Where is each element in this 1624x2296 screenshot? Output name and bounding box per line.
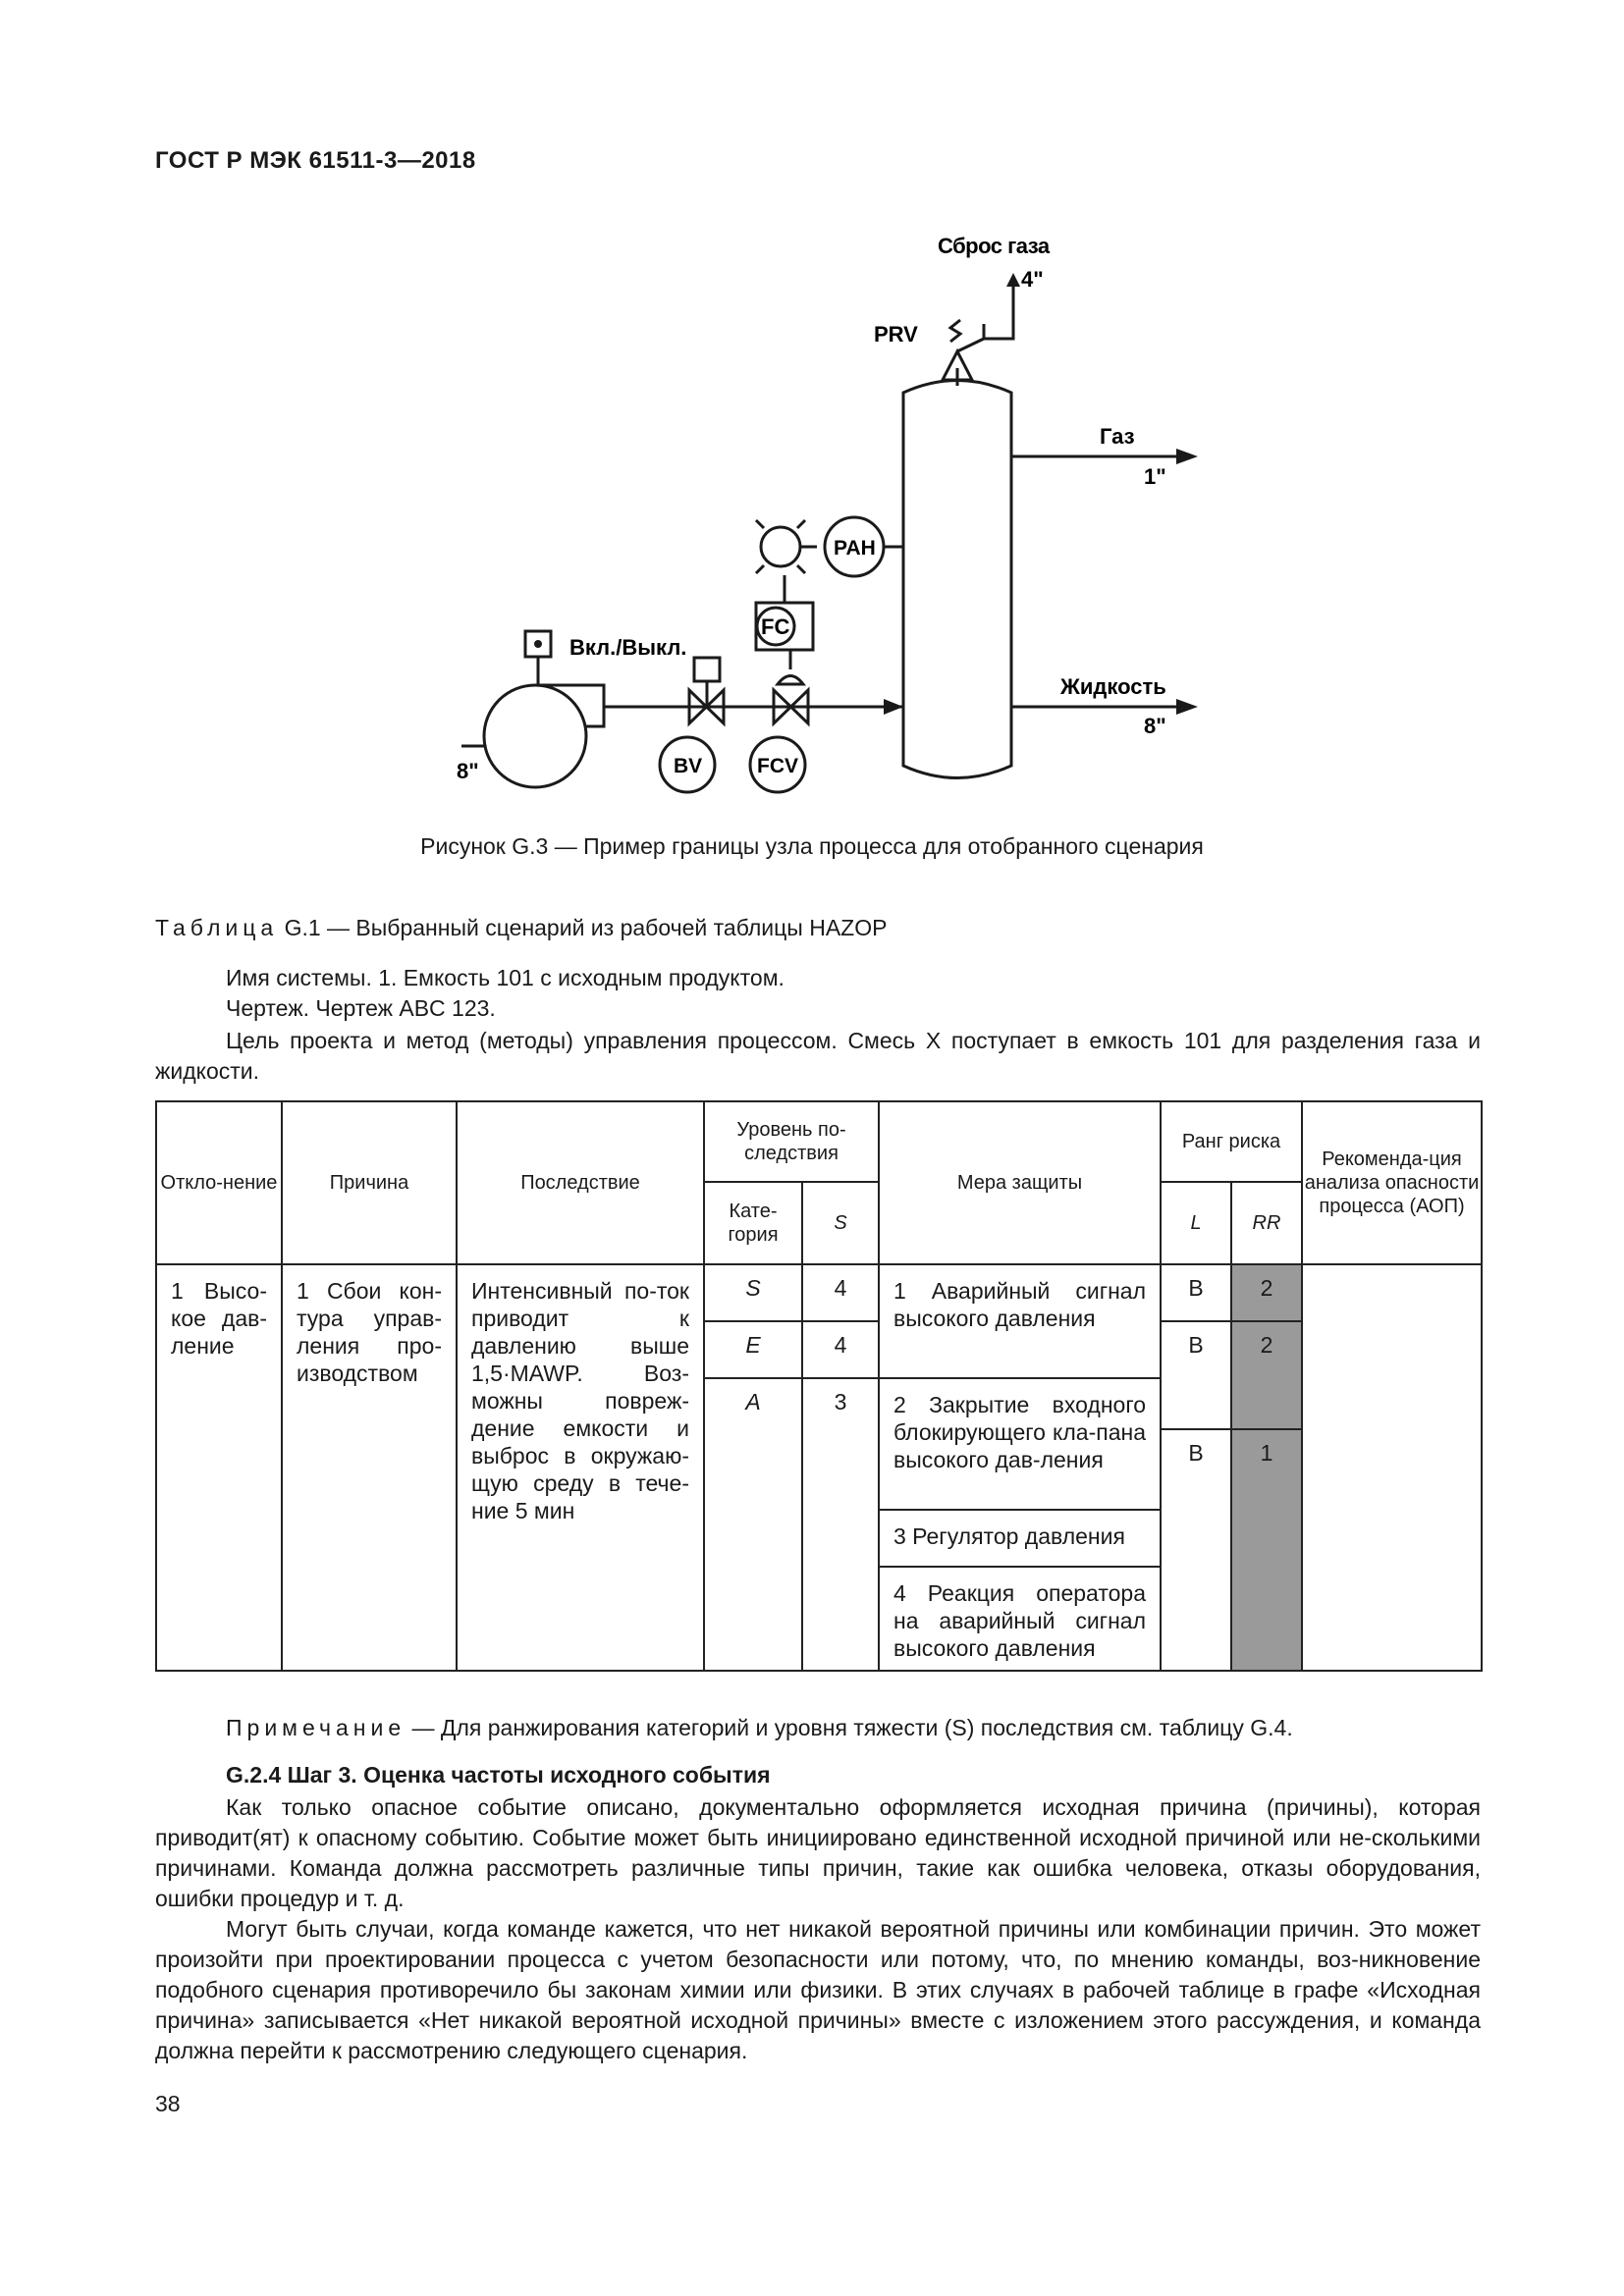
category-1: S	[704, 1264, 802, 1321]
header-cause: Причина	[282, 1101, 457, 1264]
header-recommendation: Рекоменда-ция анализа опасности процесса (АОП)	[1302, 1101, 1482, 1264]
safeguard-3-cell	[879, 1510, 1161, 1567]
safeguard-1-cell	[879, 1264, 1161, 1378]
section-title: G.2.4 Шаг 3. Оценка частоты исходного события	[226, 1762, 771, 1788]
category-2: E	[704, 1321, 802, 1378]
pah-label: PAH	[834, 537, 876, 560]
likelihood-2: B	[1161, 1321, 1231, 1429]
purpose-paragraph	[155, 1026, 1481, 1087]
safeguard-2: 2 Закрытие входного блокирующего кла-пана высокого дав-ления	[893, 1392, 1146, 1472]
recommendation-cell	[1302, 1264, 1482, 1671]
safeguard-3: 3 Регулятор давления	[893, 1523, 1125, 1549]
gas-label: Газ	[1100, 424, 1135, 449]
figure-caption: Рисунок G.3 — Пример границы узла процесса для отобранного сценария	[420, 833, 1204, 859]
safeguard-4: 4 Реакция оператора на аварийный сигнал высокого давления	[893, 1580, 1146, 1661]
onoff-label: Вкл./Выкл.	[569, 635, 687, 660]
fc-label: FC	[761, 614, 790, 639]
system-name: Имя системы. 1. Емкость 101 с исходным продуктом.	[226, 965, 785, 990]
safeguard-4-cell	[879, 1567, 1161, 1671]
cause-cell	[282, 1264, 457, 1671]
section-paragraph-2: Могут быть случаи, когда команде кажется, что нет никакой вероятной причины или комбинации причин. Это может произойти при проектировании процесса с учетом безопасности или потому, что, по мнению команды, воз-никновение подобного сценария противоречило бы законам химии или физики. В этих случаях в рабочей таблице в графе «Исходная причина» записывается «Нет никакой вероятной исходной причины» вместе с изложением этого рассуждения, и команда должна перейти к рассмотрению следующего сценария.	[155, 1916, 1481, 2063]
risk-rank-1: 2	[1231, 1264, 1302, 1321]
risk-rank-3: 1	[1231, 1429, 1302, 1671]
gas-size-label: 1"	[1144, 464, 1166, 489]
page-number: 38	[155, 2091, 181, 2116]
drawing: Чертеж. Чертеж ABC 123.	[226, 995, 496, 1021]
gas-release-label: Сброс газа	[938, 234, 1050, 258]
header-rr: RR	[1231, 1182, 1302, 1264]
cause-text: 1 Сбои кон-тура управ-ления про-изводством	[297, 1278, 442, 1386]
risk-rank-2: 2	[1231, 1321, 1302, 1429]
severity-3: 3	[802, 1378, 879, 1671]
safeguard-1: 1 Аварийный сигнал высокого давления	[893, 1278, 1146, 1331]
section-body	[155, 1792, 1481, 2066]
table-title-prefix: Таблица	[155, 915, 279, 940]
pump	[484, 685, 586, 787]
process-diagram	[432, 226, 1237, 815]
header-consequence: Последствие	[457, 1101, 704, 1264]
likelihood-1: B	[1161, 1264, 1231, 1321]
alarm-lamp	[761, 527, 800, 566]
header-l: L	[1161, 1182, 1231, 1264]
prv-label: PRV	[874, 322, 918, 347]
release-size-label: 4"	[1021, 267, 1044, 292]
purpose-text: Цель проекта и метод (методы) управления процессом. Смесь X поступает в емкость 101 для разделения газа и жидкости.	[155, 1028, 1481, 1084]
category-3: A	[704, 1378, 802, 1671]
section-paragraph-1: Как только опасное событие описано, документально оформляется исходная причина (причины), которая приводит(ят) к опасному событию. Событие может быть инициировано единственной исходной причиной или не-сколькими причинами. Команда должна рассмотреть различные типы причин, такие как ошибка человека, отказы оборудования, ошибки процедур и т. д.	[155, 1794, 1481, 1911]
liquid-label: Жидкость	[1060, 674, 1166, 699]
liquid-size-label: 8"	[1144, 714, 1166, 738]
table-title-text: G.1 — Выбранный сценарий из рабочей таблицы HAZOP	[284, 915, 888, 940]
bv-label: BV	[674, 755, 703, 777]
note-text: — Для ранжирования категорий и уровня тяжести (S) последствия см. таблицу G.4.	[411, 1715, 1293, 1740]
document-header: ГОСТ Р МЭК 61511-3—2018	[155, 147, 476, 174]
deviation-text: 1 Высо-кое дав-ление	[171, 1278, 267, 1359]
safeguard-2-cell	[879, 1378, 1161, 1510]
hazop-table	[155, 1100, 1483, 1672]
fcv-label: FCV	[757, 755, 798, 777]
header-category: Кате-гория	[704, 1182, 802, 1264]
consequence-text: Интенсивный по-ток приводит к давлению выше 1,5·MAWP. Воз-можны повреж-дение емкости и выброс в окружаю-щую среду в тече-ние 5 мин	[471, 1278, 689, 1523]
severity-1: 4	[802, 1264, 879, 1321]
header-deviation: Откло-нение	[156, 1101, 282, 1264]
likelihood-3: B	[1161, 1429, 1231, 1671]
prv-valve	[943, 324, 984, 380]
deviation-cell	[156, 1264, 282, 1671]
vessel	[903, 381, 1011, 778]
header-risk-rank: Ранг риска	[1161, 1101, 1302, 1182]
inlet-size-label: 8"	[457, 759, 479, 783]
consequence-cell	[457, 1264, 704, 1671]
header-level: Уровень по-следствия	[704, 1101, 879, 1182]
header-safeguard: Мера защиты	[879, 1101, 1161, 1264]
table-note	[226, 1715, 1293, 1741]
table-title	[155, 915, 887, 941]
header-s: S	[802, 1182, 879, 1264]
note-prefix: Примечание	[226, 1715, 406, 1740]
severity-2: 4	[802, 1321, 879, 1378]
